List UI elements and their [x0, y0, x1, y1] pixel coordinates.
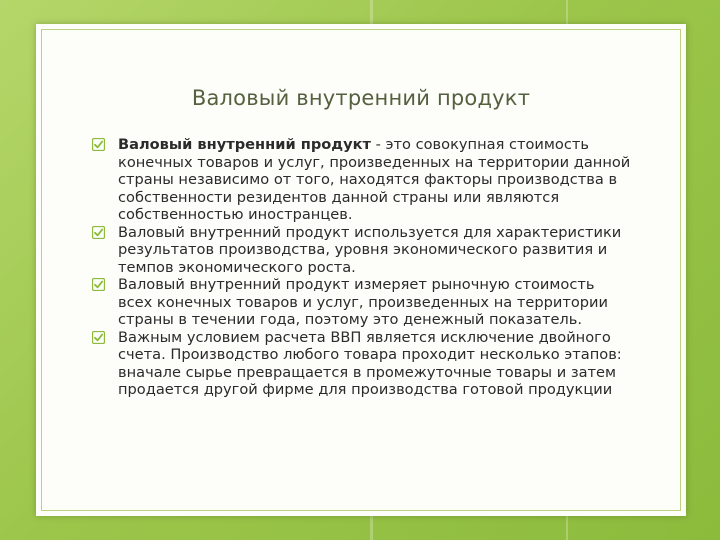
- checkbox-icon: [92, 138, 105, 151]
- bullet-item: [92, 136, 632, 224]
- bullet-term: Валовый внутренний продукт: [118, 136, 371, 153]
- checkbox-icon: [92, 278, 105, 291]
- bullet-text: Важным условием расчета ВВП является исключение двойного счета. Производство любого товара проходит несколько этапов: вначале сырье превращается в промежуточные товары и затем продается другой фирме для производства готовой продукции: [118, 328, 622, 398]
- bullet-item: [92, 329, 632, 399]
- bullet-text: Валовый внутренний продукт используется для характеристики результатов производства, уровня экономического развития и темпов экономического роста.: [118, 223, 622, 276]
- checkbox-icon: [92, 331, 105, 344]
- bullet-item: [92, 224, 632, 277]
- bullet-item: [92, 276, 632, 329]
- bullet-list: [92, 136, 632, 399]
- bullet-text: Валовый внутренний продукт измеряет рыночную стоимость всех конечных товаров и услуг, произведенных на территории страны в течении года, поэтому это денежный показатель.: [118, 276, 608, 328]
- slide-panel: [36, 24, 686, 516]
- slide-title: Валовый внутренний продукт: [191, 86, 531, 110]
- checkbox-icon: [92, 226, 105, 239]
- bullet-text: - это совокупная стоимость конечных товаров и услуг, произведенных на территории данной страны независимо от того, находятся факторы производства в собственности резидентов данной страны или являются собственностью иностранцев.: [118, 136, 631, 223]
